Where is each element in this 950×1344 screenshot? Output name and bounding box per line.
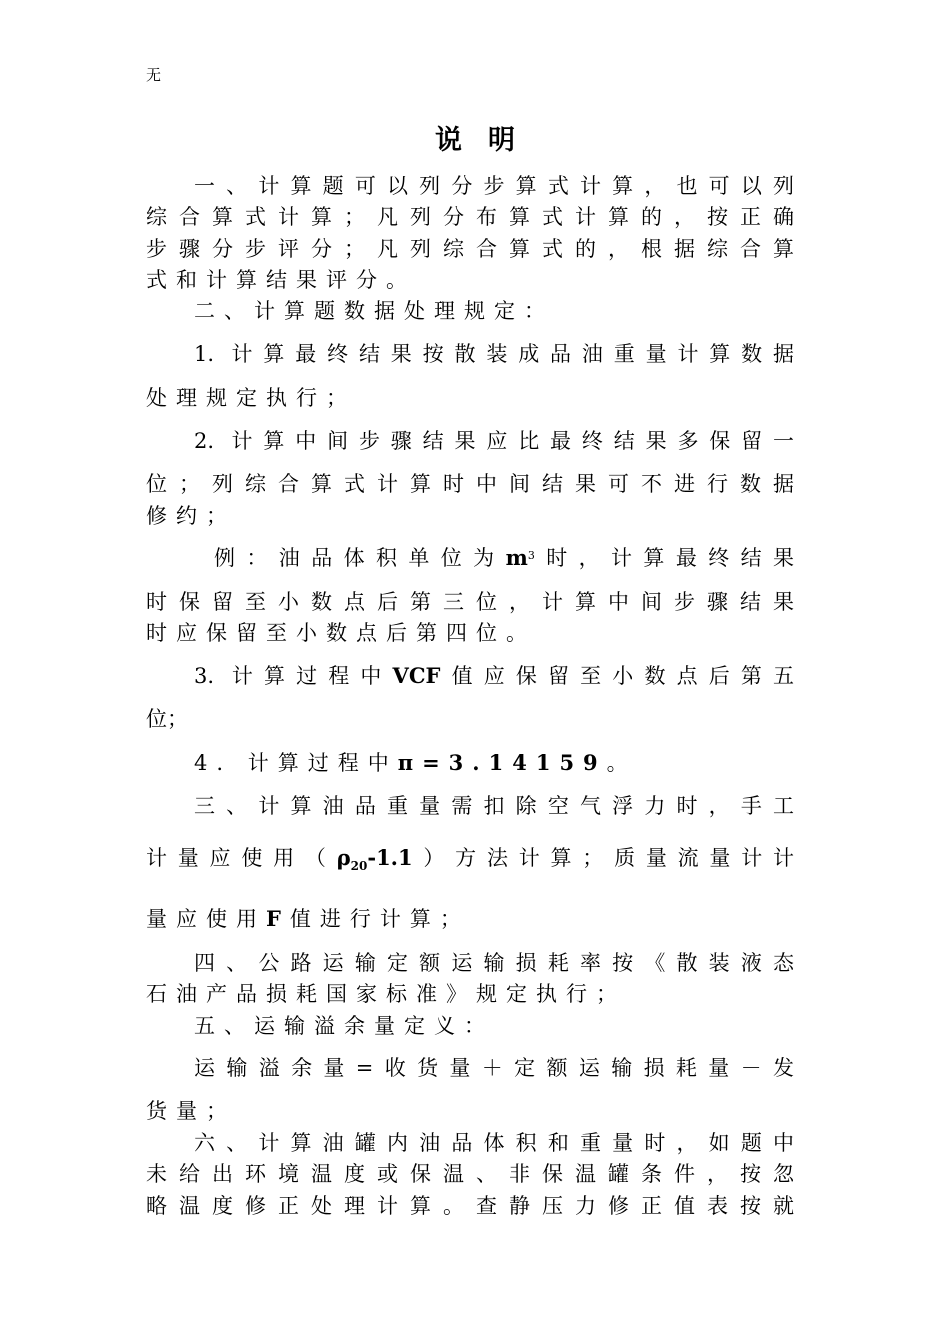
rho-symbol: ρ (336, 845, 351, 870)
vcf-text: VCF (392, 663, 441, 688)
paragraph-line: 时应保留至小数点后第四位。 (146, 621, 536, 645)
paragraph-line (194, 663, 794, 689)
paragraph-line: 1. 计算最终结果按散装成品油重量计算数据 (194, 342, 794, 366)
paragraph-line: 石油产品损耗国家标准》规定执行； (146, 982, 626, 1006)
paragraph-line: 货量； (146, 1099, 236, 1123)
text-run: 。 (606, 751, 637, 775)
text-run: 量应使用 (146, 907, 266, 931)
text-run: 3. 计算过程中 (194, 664, 393, 688)
paragraph-line: 步骤分步评分；凡列综合算式的，根据综合算 (146, 237, 794, 261)
text-run: 值应保留至小数点后第五 (440, 664, 794, 688)
text-run: 例：油品体积单位为 (214, 546, 506, 570)
paragraph-line: 位； (146, 707, 188, 731)
unit-text: m (505, 545, 528, 570)
rho-offset: -1.1 (367, 845, 413, 870)
unit-superscript: 3 (527, 549, 535, 562)
paragraph-line: 修约； (146, 504, 236, 528)
paragraph-line: 五、运输溢余量定义： (194, 1014, 494, 1038)
paragraph-line: 时保留至小数点后第三位，计算中间步骤结果 (146, 590, 794, 614)
text-run: 值进行计算； (289, 907, 470, 931)
paragraph-line: 三、计算油品重量需扣除空气浮力时，手工 (194, 794, 794, 818)
page-title: 说明 (435, 125, 541, 156)
paragraph-line: 六、计算油罐内油品体积和重量时，如题中 (194, 1131, 794, 1155)
f-value-text: F (266, 906, 290, 931)
paragraph-line (214, 545, 794, 571)
rho-subscript: 20 (350, 859, 368, 874)
paragraph-line: 略温度修正处理计算。查静压力修正值表按就 (146, 1194, 794, 1218)
paragraph-line (194, 750, 794, 776)
paragraph-line: 四、公路运输定额运输损耗率按《散装液态 (194, 951, 794, 975)
text-run: ）方法计算；质量流量计计 (412, 846, 794, 870)
text-run: 时，计算最终结果 (534, 546, 795, 570)
paragraph-line: 处理规定执行； (146, 386, 356, 410)
paragraph-line (146, 906, 794, 932)
paragraph-line: 位；列综合算式计算时中间结果可不进行数据 (146, 472, 794, 496)
paragraph-line: 二、计算题数据处理规定： (194, 299, 554, 323)
paragraph-line: 运输溢余量=收货量＋定额运输损耗量－发 (194, 1056, 794, 1080)
paragraph-line: 未给出环境温度或保温、非保温罐条件，按忽 (146, 1162, 794, 1186)
text-run: 计量应使用（ (146, 846, 337, 870)
header-mark: 无 (146, 66, 162, 84)
paragraph-line: 一、计算题可以列分步算式计算，也可以列 (194, 174, 794, 198)
paragraph-line: 2. 计算中间步骤结果应比最终结果多保留一 (194, 429, 794, 453)
pi-value: π=3.14159 (397, 750, 607, 775)
paragraph-line: 综合算式计算；凡列分布算式计算的，按正确 (146, 205, 794, 229)
text-run: 4. 计算过程中 (194, 751, 398, 775)
paragraph-line: 式和计算结果评分。 (146, 268, 416, 292)
paragraph-line (146, 845, 794, 874)
